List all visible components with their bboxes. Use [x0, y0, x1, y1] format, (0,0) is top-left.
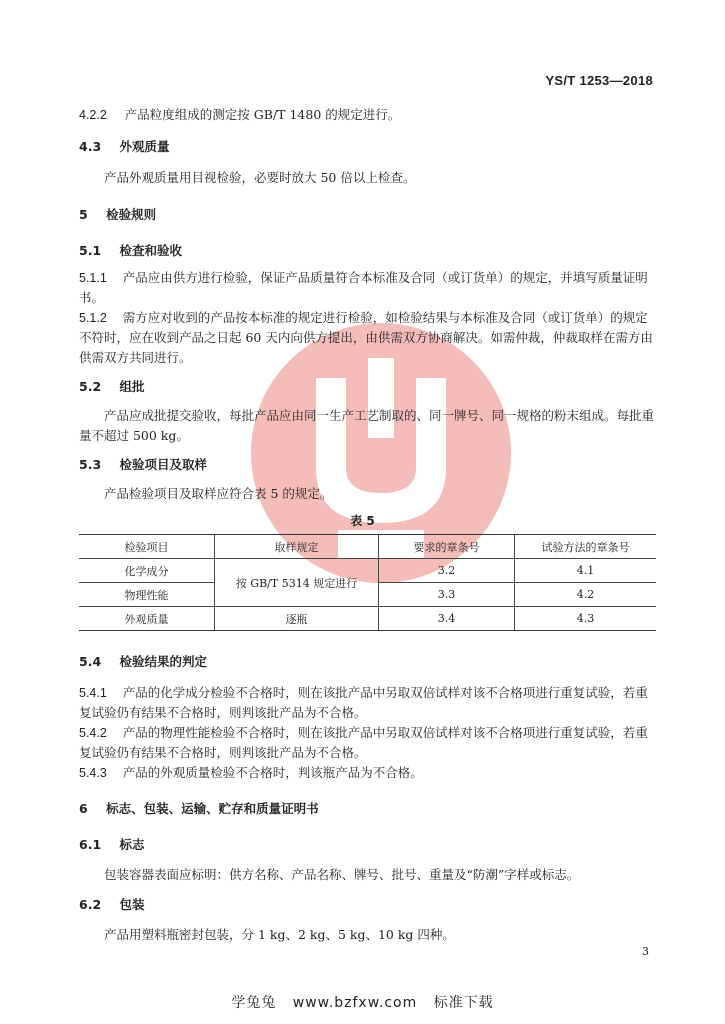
table-cell: 3.4 — [379, 607, 515, 631]
table-cell: 4.2 — [515, 583, 657, 607]
clause-text: 产品的物理性能检验不合格时，则在该批产品中另取双倍试样对该不合格项进行重复试验，若重 — [122, 725, 648, 740]
table-header-cell: 取样规定 — [215, 535, 379, 559]
footer-link[interactable]: 学兔兔 www.bzfxw.com 标准下载 — [231, 995, 494, 1011]
heading-title: 标志 — [119, 837, 145, 852]
clause-text-cont: 复试验仍有结果不合格时，则判该批产品为不合格。 — [79, 745, 367, 760]
heading-number: 5.3 — [79, 457, 102, 472]
standard-code: YS/T 1253—2018 — [545, 73, 653, 88]
heading-5-2 — [79, 377, 145, 397]
heading-number: 5.1 — [79, 243, 102, 258]
table-title: 表 5 — [350, 514, 375, 528]
heading-5-1 — [79, 241, 182, 261]
heading-6-1 — [79, 835, 145, 855]
table-header-cell: 检验项目 — [79, 535, 215, 559]
clause-number: 5.4.3 — [79, 766, 107, 780]
table-cell: 按 GB/T 5314 规定进行 — [215, 559, 379, 607]
clause-text: 产品应由供方进行检验，保证产品质量符合本标准及合同（或订货单）的规定，并填写质量证明 — [122, 270, 648, 285]
heading-number: 5.2 — [79, 379, 102, 394]
heading-title: 组批 — [119, 379, 145, 394]
clause-number: 5.4.1 — [79, 686, 107, 700]
clause-5-1-1 — [79, 268, 648, 288]
heading-number: 6.2 — [79, 897, 102, 912]
table-cell: 化学成分 — [79, 559, 215, 583]
heading-title: 包装 — [119, 897, 145, 912]
clause-number: 5.1.2 — [79, 311, 107, 325]
heading-number: 4.3 — [79, 139, 102, 154]
table-cell: 4.3 — [515, 607, 657, 631]
table-header-row — [79, 535, 656, 559]
clause-text: 产品的外观质量检验不合格时，判该瓶产品为不合格。 — [122, 765, 423, 780]
heading-title: 检验规则 — [106, 207, 157, 222]
clause-text-cont: 复试验仍有结果不合格时，则判该批产品为不合格。 — [79, 705, 367, 720]
table-header-cell: 要求的章条号 — [379, 535, 515, 559]
clause-text-cont: 不符时，应在收到产品之日起 60 天内向供方提出，由供需双方协商解决。如需仲裁，仲裁取样在需方由 — [79, 330, 653, 345]
heading-5-4 — [79, 652, 207, 672]
heading-6 — [79, 799, 319, 819]
clause-number: 5.1.1 — [79, 271, 107, 285]
table-row — [79, 559, 656, 583]
table-cell: 外观质量 — [79, 607, 215, 631]
paragraph-cont: 量不超过 500 kg。 — [79, 428, 189, 443]
clause-number: 5.4.2 — [79, 726, 107, 740]
clause-5-4-1 — [79, 683, 648, 703]
table-cell: 3.3 — [379, 583, 515, 607]
clause-5-4-2 — [79, 723, 648, 743]
table-row — [79, 607, 656, 631]
clause-text: 产品的化学成分检验不合格时，则在该批产品中另取双倍试样对该不合格项进行重复试验，若重 — [122, 685, 648, 700]
table-cell: 3.2 — [379, 559, 515, 583]
heading-title: 检验项目及取样 — [119, 457, 208, 472]
heading-title: 检查和验收 — [119, 243, 183, 258]
heading-5-3 — [79, 455, 207, 475]
paragraph: 产品应成批提交验收，每批产品应由同一生产工艺制取的、同一牌号、同一规格的粉末组成。每批重 — [104, 408, 655, 423]
clause-text: 产品粒度组成的测定按 GB/T 1480 的规定进行。 — [124, 107, 401, 122]
clause-text-cont: 供需双方共同进行。 — [79, 350, 192, 365]
heading-title: 标志、包装、运输、贮存和质量证明书 — [106, 801, 319, 816]
heading-number: 6 — [79, 801, 88, 816]
paragraph: 产品用塑料瓶密封包装，分 1 kg、2 kg、5 kg、10 kg 四种。 — [104, 927, 455, 942]
paragraph: 包装容器表面应标明：供方名称、产品名称、牌号、批号、重量及“防潮”字样或标志。 — [104, 867, 580, 882]
heading-number: 5.4 — [79, 654, 102, 669]
heading-4-3 — [79, 137, 170, 157]
clause-5-4-3 — [79, 763, 423, 783]
clause-number: 4.2.2 — [79, 108, 107, 122]
page-number: 3 — [642, 945, 649, 958]
table-cell: 逐瓶 — [215, 607, 379, 631]
heading-title: 检验结果的判定 — [119, 654, 208, 669]
heading-number: 5 — [79, 207, 88, 222]
clause-4-2-2 — [79, 105, 400, 125]
heading-number: 6.1 — [79, 837, 102, 852]
table-cell: 物理性能 — [79, 583, 215, 607]
heading-title: 外观质量 — [119, 139, 170, 154]
inspection-table — [79, 534, 656, 631]
heading-6-2 — [79, 895, 145, 915]
paragraph: 产品外观质量用目视检验，必要时放大 50 倍以上检查。 — [104, 170, 416, 185]
table-header-cell: 试验方法的章条号 — [515, 535, 657, 559]
table-cell: 4.1 — [515, 559, 657, 583]
clause-5-1-2 — [79, 308, 648, 328]
heading-5 — [79, 205, 156, 225]
paragraph: 产品检验项目及取样应符合表 5 的规定。 — [104, 486, 333, 501]
clause-text-cont: 书。 — [79, 290, 105, 305]
clause-text: 需方应对收到的产品按本标准的规定进行检验，如检验结果与本标准及合同（或订货单）的规定 — [122, 310, 648, 325]
